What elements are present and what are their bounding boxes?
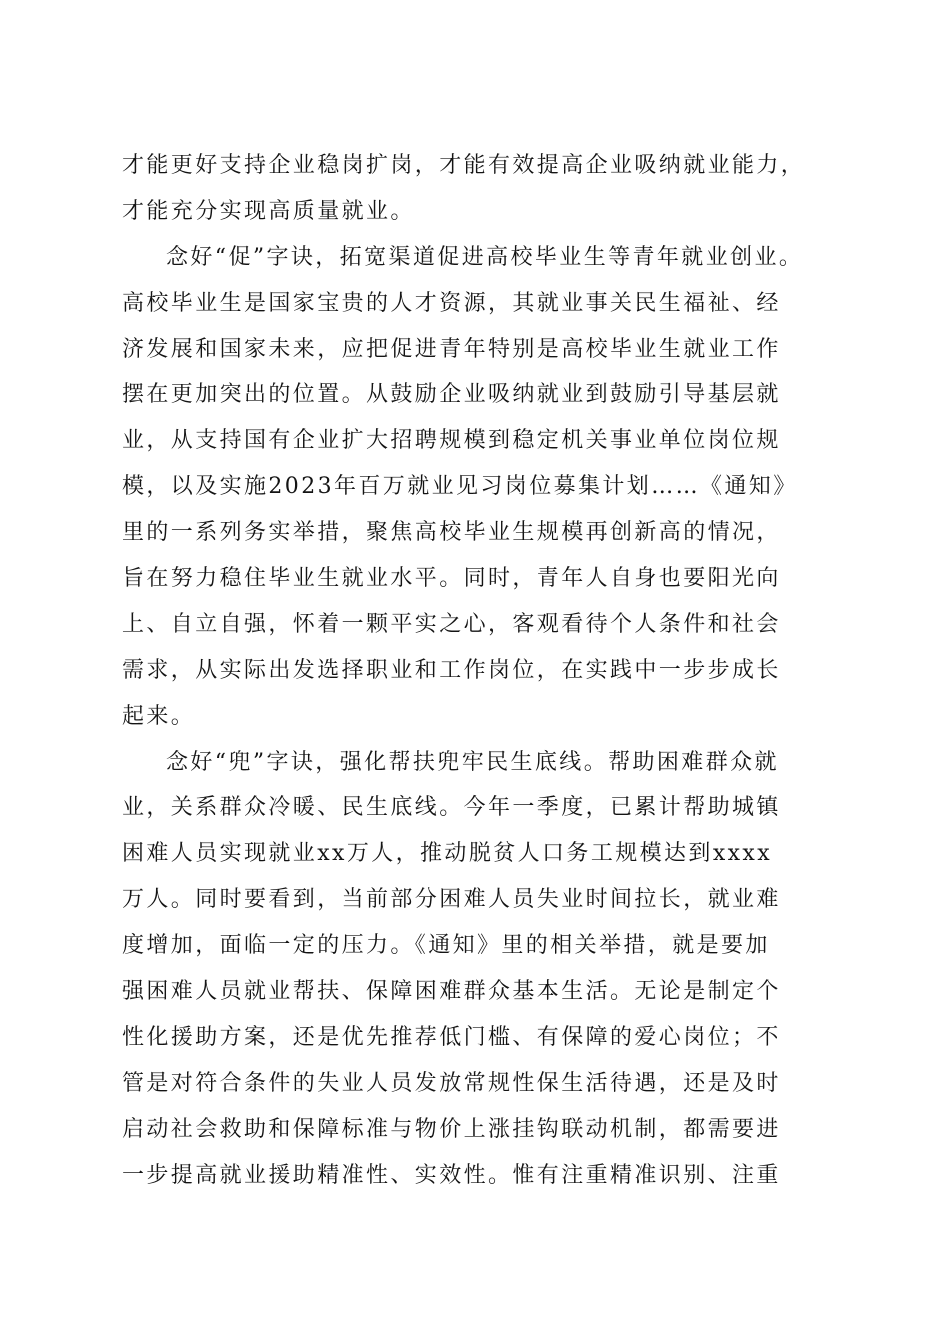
text-line: 业，从支持国有企业扩大招聘规模到稳定机关事业单位岗位规 <box>122 428 781 454</box>
text-line: 才能充分实现高质量就业。 <box>122 198 415 224</box>
text-line: 度增加，面临一定的压力。《通知》里的相关举措，就是要加 <box>122 933 770 959</box>
text-line: 高校毕业生是国家宝贵的人才资源，其就业事关民生福祉、经 <box>122 290 781 316</box>
paragraph-heading-line: 念好“促”字诀，拓宽渠道促进高校毕业生等青年就业创业。 <box>166 244 804 270</box>
text-line: 困难人员实现就业xx万人，推动脱贫人口务工规模达到xxxx <box>122 841 773 867</box>
text-line: 济发展和国家未来，应把促进青年特别是高校毕业生就业工作 <box>122 336 781 362</box>
text-line: 模，以及实施2023年百万就业见习岗位募集计划……《通知》 <box>122 474 798 500</box>
text-line: 业，关系群众冷暖、民生底线。今年一季度，已累计帮助城镇 <box>122 795 781 821</box>
text-line: 万人。同时要看到，当前部分困难人员失业时间拉长，就业难 <box>122 887 781 913</box>
text-line: 旨在努力稳住毕业生就业水平。同时，青年人自身也要阳光向 <box>122 566 781 592</box>
document-body <box>122 148 842 1203</box>
text-line: 性化援助方案，还是优先推荐低门槛、有保障的爱心岗位；不 <box>122 1024 781 1050</box>
text-line: 强困难人员就业帮扶、保障困难群众基本生活。无论是制定个 <box>122 979 781 1005</box>
text-line: 上、自立自强，怀着一颗平实之心，客观看待个人条件和社会 <box>122 611 781 637</box>
text-line: 管是对符合条件的失业人员发放常规性保生活待遇，还是及时 <box>122 1070 781 1096</box>
text-line: 起来。 <box>122 703 196 729</box>
text-line: 一步提高就业援助精准性、实效性。惟有注重精准识别、注重 <box>122 1162 781 1188</box>
paragraph-heading-line: 念好“兜”字诀，强化帮扶兜牢民生底线。帮助困难群众就 <box>166 749 779 775</box>
text-line: 启动社会救助和保障标准与物价上涨挂钩联动机制，都需要进 <box>122 1116 781 1142</box>
text-line: 摆在更加突出的位置。从鼓励企业吸纳就业到鼓励引导基层就 <box>122 382 781 408</box>
text-line: 才能更好支持企业稳岗扩岗，才能有效提高企业吸纳就业能力， <box>122 153 806 178</box>
text-line: 里的一系列务实举措，聚焦高校毕业生规模再创新高的情况， <box>122 520 781 546</box>
text-line: 需求，从实际出发选择职业和工作岗位，在实践中一步步成长 <box>122 657 781 683</box>
